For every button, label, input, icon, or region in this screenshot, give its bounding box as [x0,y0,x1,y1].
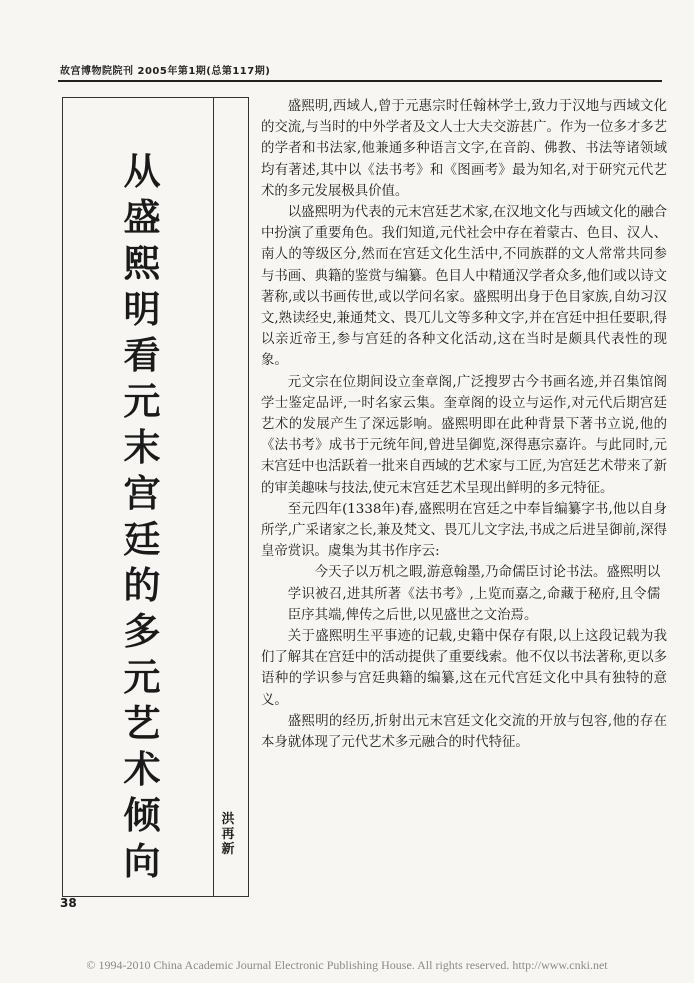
block-quote: 今天子以万机之暇,游意翰墨,乃命儒臣讨论书法。盛熙明以学识被召,进其所著《法书考》,上览而嘉之,命藏于秘府,且令儒臣序其端,俾传之后世,以见盛世之文治焉。 [287,565,661,623]
title-char: 看 [123,333,161,377]
body-paragraph: 盛熙明,西域人,曾于元惠宗时任翰林学士,致力于汉地与西域文化的交流,与当时的中外学者及文人士大夫交游甚广。作为一位多才多艺的学者和书法家,他兼通多种语言文字,在音韵、佛教、书法等诸领域均有著述,其中以《法书考》和《图画考》最为知名,对于研究元代艺术的多元发展极具价值。 [261,99,667,199]
body-paragraph: 以盛熙明为代表的元末宫廷艺术家,在汉地文化与西域文化的融合中扮演了重要角色。我们知道,元代社会中存在着蒙古、色目、汉人、南人的等级区分,然而在宫廷文化生活中,不同族群的文人常常共同参与书画、典籍的鉴赏与编纂。色目人中精通汉学者众多,他们或以诗文著称,或以书画传世,或以学问名家。盛熙明出身于色目家族,自幼习汉文,熟读经史,兼通梵文、畏兀儿文等多种文字,并在宫廷中担任要职,得以亲近帝王,参与宫廷的各种文化活动,这在当时是颇具代表性的现象。 [261,205,667,369]
title-char: 元 [123,655,161,699]
author-name [217,812,239,857]
title-box-divider [213,97,214,897]
journal-header: 故宫博物院院刊 2005年第1期(总第117期) [60,66,271,77]
author-char: 洪 [221,812,235,827]
title-char: 廷 [123,517,161,561]
author-char: 再 [221,827,235,842]
body-paragraph: 盛熙明的经历,折射出元末宫廷文化交流的开放与包容,他的存在本身就体现了元代艺术多元融合的时代特征。 [261,713,667,751]
article-body [261,96,667,753]
title-char: 熙 [123,241,161,285]
title-char: 多 [123,609,161,653]
body-paragraph: 关于盛熙明生平事迹的记载,史籍中保存有限,以上这段记载为我们了解其在宫廷中的活动提供了重要线索。他不仅以书法著称,更以多语种的学识参与宫廷典籍的编纂,这在元代宫廷文化中具有独特的意义。 [261,629,667,708]
article-title [112,148,172,884]
header-rule [58,80,662,82]
title-char: 向 [123,839,161,883]
title-char: 明 [123,287,161,331]
title-char: 从 [123,149,161,193]
title-char: 艺 [123,701,161,745]
title-char: 宫 [123,471,161,515]
title-char: 元 [123,379,161,423]
body-paragraph: 元文宗在位期间设立奎章阁,广泛搜罗古今书画名迹,并召集馆阁学士鉴定品评,一时名家云集。奎章阁的设立与运作,对元代后期宫廷艺术的发展产生了深远影响。盛熙明即在此种背景下著书立说,他的《法书考》成书于元统年间,曾进呈御览,深得惠宗嘉许。与此同时,元末宫廷中也活跃着一批来自西域的艺术家与工匠,为宫廷艺术带来了新的审美趣味与技法,使元末宫廷艺术呈现出鲜明的多元特征。 [261,374,667,496]
body-paragraph: 至元四年(1338年)春,盛熙明在宫廷之中奉旨编纂字书,他以自身所学,广采诸家之长,兼及梵文、畏兀儿文字法,书成之后进呈御前,深得皇帝赏识。虞集为其书作序云: [261,501,667,560]
title-char: 的 [123,563,161,607]
title-char: 倾 [123,793,161,837]
author-char: 新 [221,842,235,857]
title-char: 末 [123,425,161,469]
title-char: 术 [123,747,161,791]
copyright-footer: © 1994-2010 China Academic Journal Electronic Publishing House. All rights reserved. http://www.cnki.net [86,958,608,972]
page-number: 38 [60,896,77,910]
title-char: 盛 [123,195,161,239]
